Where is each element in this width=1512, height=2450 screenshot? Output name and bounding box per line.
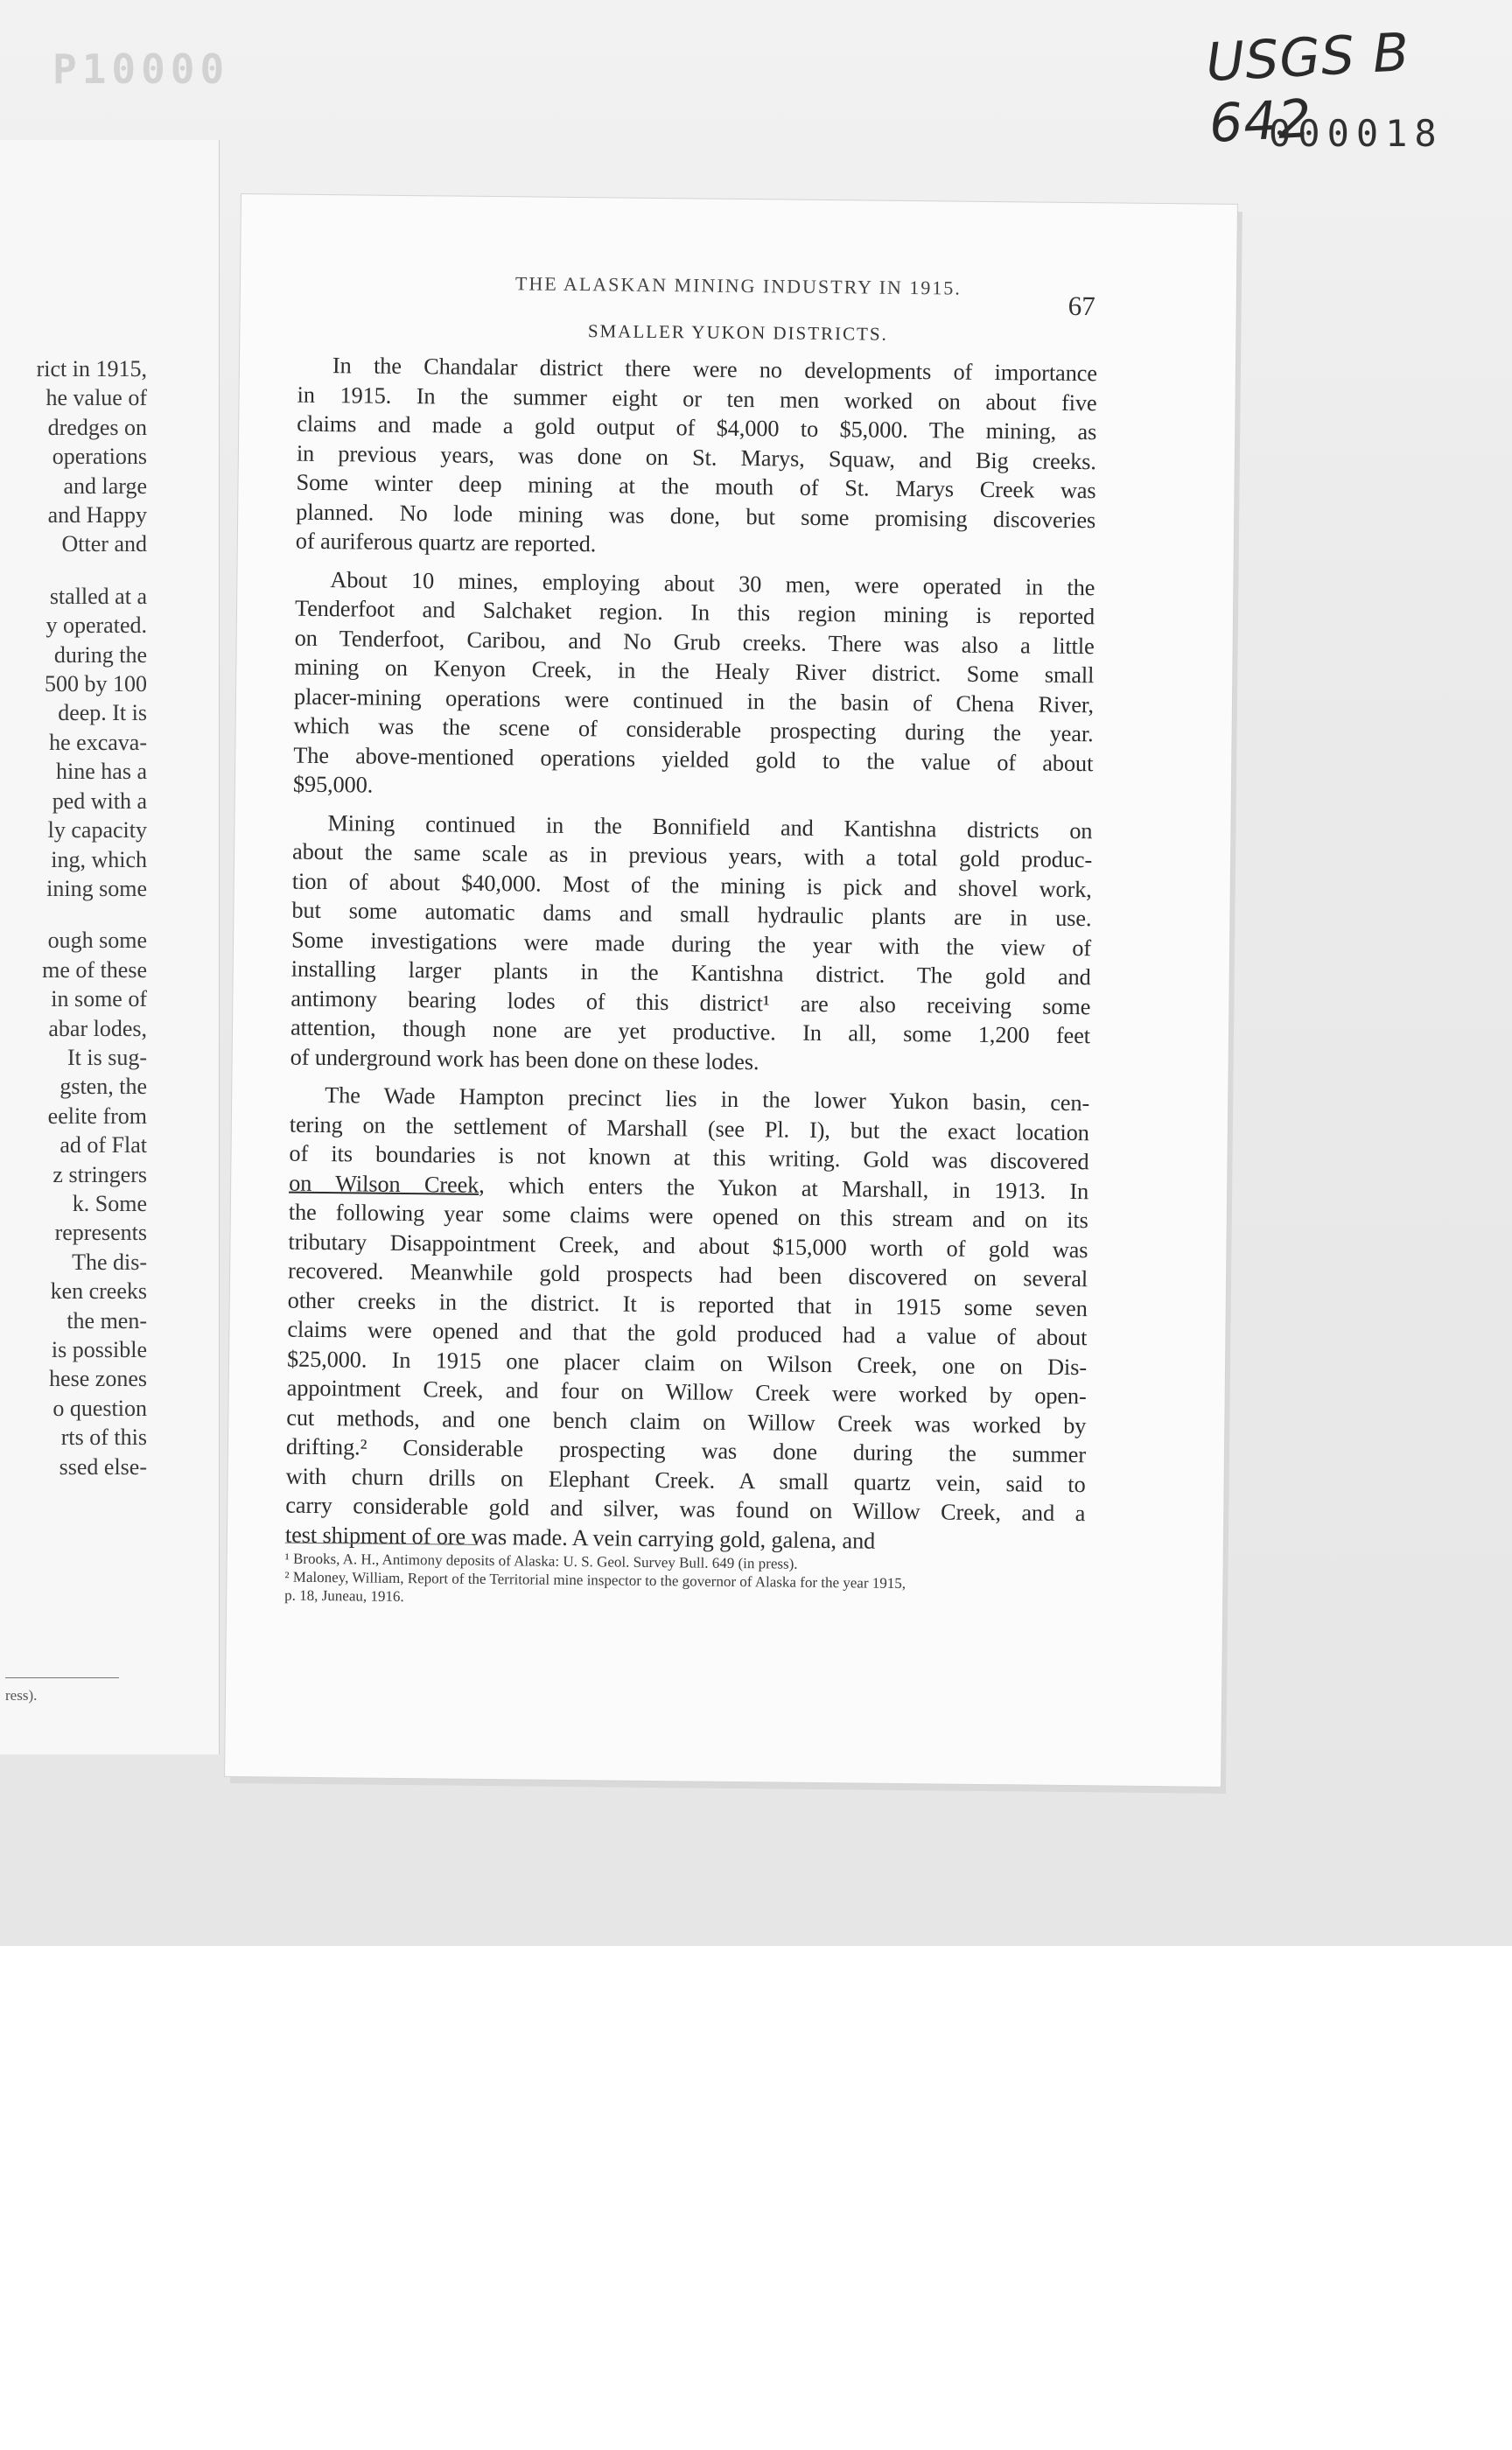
text-line: on Tenderfoot, Caribou, and No Grub creeks. There was also a little: [294, 625, 1095, 659]
text-line: but some automatic dams and small hydraulic plants are in use.: [291, 897, 1092, 932]
left-text-line: in some of: [51, 986, 147, 1012]
text-line: test shipment of ore was made. A vein carrying gold, galena, and: [284, 1522, 876, 1554]
text-line: Some winter deep mining at the mouth of St. Marys Creek was: [296, 469, 1096, 504]
text-line: In the Chandalar district there were no developments of importance: [332, 353, 1098, 387]
text-line: about the same scale as in previous years, with a total gold produc-: [291, 838, 1093, 873]
text-line: claims were opened and that the gold produced had a value of about: [287, 1316, 1088, 1351]
left-text-line: ing, which: [51, 846, 147, 872]
text-line: About 10 mines, employing about 30 men, were operated in the: [330, 566, 1096, 600]
left-text-group: [0, 926, 147, 1481]
left-text-line: and Happy: [47, 502, 147, 528]
left-text-line: eelite from: [47, 1102, 147, 1129]
left-text-line: abar lodes,: [48, 1015, 147, 1041]
left-text-line: ough some: [47, 928, 147, 954]
text-line: of its boundaries is not known at this writing. Gold was discovered: [289, 1140, 1089, 1175]
text-line: other creeks in the district. It is reported that in 1915 some seven: [287, 1287, 1088, 1321]
left-text-line: rict in 1915,: [36, 356, 147, 382]
left-text-line: 500 by 100: [45, 671, 147, 697]
text-line: the following year some claims were opened on this stream and on its: [288, 1199, 1088, 1234]
left-text-line: ad of Flat: [60, 1132, 147, 1158]
text-line: claims and made a gold output of $4,000 to $5,000. The mining, as: [297, 410, 1097, 445]
text-line: Mining continued in the Bonnifield and Kantishna districts on: [327, 809, 1093, 844]
footnote-line: ¹ Brooks, A. H., Antimony deposits of Alaska: U. S. Geol. Survey Bull. 649 (in press).: [284, 1550, 798, 1572]
text-line: antimony bearing lodes of this district¹ are also receiving some: [290, 985, 1091, 1019]
text-line: of auriferous quartz are reported.: [295, 528, 597, 557]
text-line: $95,000.: [292, 771, 374, 798]
left-text-line: dredges on: [47, 414, 147, 440]
text-line: with churn drills on Elephant Creek. A small quartz vein, said to: [285, 1463, 1086, 1497]
left-text-line: during the: [53, 641, 147, 668]
left-text-line: hine has a: [56, 759, 147, 785]
left-text-line: hese zones: [49, 1366, 147, 1392]
text-line: recovered. Meanwhile gold prospects had been discovered on several: [287, 1257, 1088, 1292]
paragraph: [296, 351, 1097, 564]
left-text-line: me of these: [42, 956, 147, 983]
left-text-line: represents: [54, 1220, 147, 1246]
left-text-line: gsten, the: [60, 1074, 147, 1100]
text-line: in previous years, was done on St. Marys, Squaw, and Big creeks.: [296, 440, 1097, 474]
left-text-line: k. Some: [72, 1190, 147, 1216]
left-text-line: ly capacity: [47, 817, 147, 844]
paragraph: [285, 1081, 1090, 1558]
stamp-number: 000018: [1269, 112, 1444, 155]
text-line: cut methods, and one bench claim on Willow Creek was worked by: [286, 1404, 1087, 1438]
left-text-line: he excava-: [49, 729, 147, 755]
text-line: mining on Kenyon Creek, in the Healy River district. Some small: [294, 654, 1095, 689]
paragraph: [290, 808, 1093, 1080]
text-line: which was the scene of considerable prospecting during the year.: [293, 712, 1094, 747]
ghost-stamp-number: P10000: [52, 46, 230, 93]
left-footnote-rule: [5, 1677, 119, 1678]
text-line: The above-mentioned operations yielded gold to the value of about: [293, 742, 1094, 776]
left-text-group: [0, 582, 147, 903]
left-footnote-fragment: ress).: [5, 1687, 38, 1704]
text-line: Some investigations were made during the year with the view of: [290, 927, 1092, 961]
text-line: placer-mining operations were continued in the basin of Chena River,: [293, 683, 1095, 718]
text-line: tering on the settlement of Marshall (see Pl. I), but the exact location: [289, 1111, 1089, 1145]
text-line: $25,000. In 1915 one placer claim on Wilson Creek, one on Dis-: [286, 1346, 1088, 1380]
text-line: of underground work has been done on these lodes.: [290, 1044, 760, 1074]
text-line: tion of about $40,000. Most of the mining is pick and shovel work,: [291, 868, 1092, 902]
footnote-line: p. 18, Juneau, 1916.: [284, 1586, 404, 1606]
left-text-line: is possible: [51, 1337, 147, 1362]
text-line: on Wilson Creek, which enters the Yukon at Marshall, in 1913. In: [289, 1170, 1089, 1204]
left-text-line: ining some: [46, 875, 147, 901]
left-text-line: and large: [63, 472, 147, 499]
left-text-line: z stringers: [52, 1161, 147, 1187]
text-line: Tenderfoot and Salchaket region. In this region mining is reported: [294, 595, 1096, 630]
left-text-line: o question: [52, 1395, 147, 1421]
left-text-line: operations: [52, 444, 147, 470]
left-text-line: the men-: [66, 1307, 147, 1334]
left-text-line: y operated.: [46, 612, 147, 639]
text-line: attention, though none are yet productive. In all, some 1,200 feet: [290, 1014, 1091, 1049]
left-text-line: rts of this: [60, 1424, 147, 1451]
section-title: SMALLER YUKON DISTRICTS.: [587, 320, 888, 345]
left-text-line: ped with a: [52, 788, 147, 814]
left-text-line: The dis-: [72, 1249, 147, 1275]
footnote-line: ² Maloney, William, Report of the Territorial mine inspector to the governor of Alaska for the year 1915,: [284, 1568, 906, 1592]
text-line: appointment Creek, and four on Willow Creek were worked by open-: [286, 1375, 1087, 1410]
document-page: [225, 194, 1237, 1787]
text-line: planned. No lode mining was done, but some promising discoveries: [296, 499, 1096, 533]
left-facing-page: [0, 140, 220, 1754]
left-text-line: ken creeks: [50, 1278, 147, 1305]
footnotes: [284, 1550, 1085, 1614]
left-text-line: Otter and: [61, 531, 147, 557]
text-line: carry considerable gold and silver, was found on Willow Creek, and a: [285, 1492, 1086, 1527]
left-text-line: he value of: [46, 385, 147, 411]
left-text-line: ssed else-: [59, 1453, 147, 1480]
handwritten-label: USGS B 642: [1204, 22, 1411, 156]
left-text-line: It is sug-: [67, 1044, 147, 1070]
left-page-text: [0, 354, 147, 1504]
left-text-line: deep. It is: [58, 700, 147, 726]
text-line: installing larger plants in the Kantishna district. The gold and: [290, 956, 1091, 990]
body-text: [285, 351, 1097, 1566]
paragraph: [293, 564, 1096, 808]
text-line: in 1915. In the summer eight or ten men worked on about five: [297, 382, 1097, 416]
text-line: The Wade Hampton precinct lies in the lower Yukon basin, cen-: [325, 1082, 1090, 1116]
underlined-phrase: on Wilson Creek: [289, 1170, 480, 1198]
running-head: THE ALASKAN MINING INDUSTRY IN 1915.: [514, 272, 962, 299]
text-line: drifting.² Considerable prospecting was done during the summer: [285, 1433, 1087, 1468]
page-number: 67: [1068, 290, 1096, 322]
left-text-group: [0, 354, 147, 559]
text-line: tributary Disappointment Creek, and about $15,000 worth of gold was: [288, 1228, 1088, 1263]
left-text-line: stalled at a: [49, 583, 147, 609]
